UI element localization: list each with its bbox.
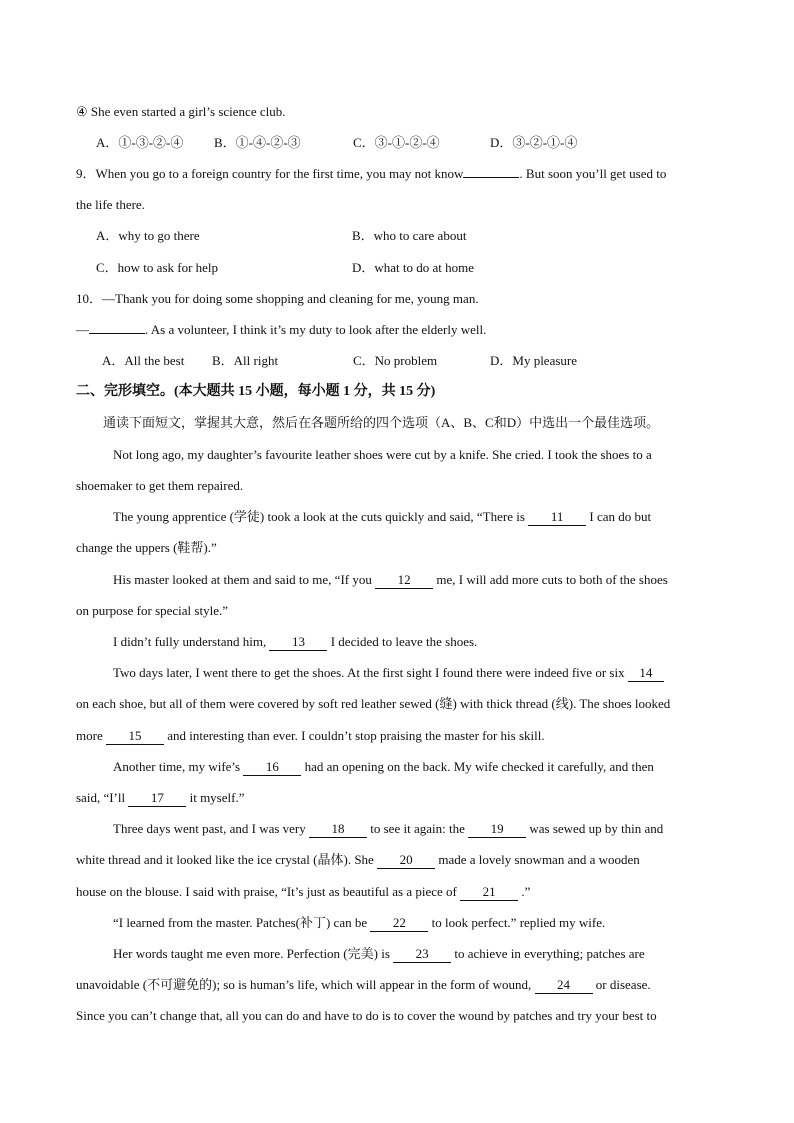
blank-13[interactable]: 13 <box>269 634 327 651</box>
passage-text: Another time, my wife’s <box>113 759 241 774</box>
passage-text: it myself.” <box>189 790 245 805</box>
q8-option-d[interactable]: D．③-②-①-④ <box>490 135 578 150</box>
passage-text: His master looked at them and said to me, “If you <box>113 572 372 587</box>
passage-line: on each shoe, but all of them were covered by soft red leather sewed (缝) with thick thread (线). The shoes looked <box>76 696 671 711</box>
q9-stem-continued: the life there. <box>76 197 145 212</box>
passage-line <box>113 571 668 589</box>
passage-text: I can do but <box>589 509 652 524</box>
passage-text: to see it again: the <box>370 821 465 836</box>
blank-21[interactable]: 21 <box>460 884 518 901</box>
q10-option-c[interactable]: C．No problem <box>353 353 438 368</box>
passage-line <box>113 820 663 838</box>
passage-text: and interesting than ever. I couldn’t stop praising the master for his skill. <box>167 728 545 743</box>
blank-15[interactable]: 15 <box>106 728 164 745</box>
passage-line <box>113 758 654 776</box>
q10-response-text: . As a volunteer, I think it’s my duty to look after the elderly well. <box>145 322 487 337</box>
passage-line <box>113 633 477 651</box>
blank-16[interactable]: 16 <box>243 759 301 776</box>
blank-22[interactable]: 22 <box>370 915 428 932</box>
passage-line <box>76 883 530 901</box>
q9-option-a[interactable]: A．why to go there <box>96 228 200 243</box>
q9-stem-text: 9．When you go to a foreign country for the first time, you may not know <box>76 166 464 181</box>
q10-dash: — <box>76 322 89 337</box>
blank-12[interactable]: 12 <box>375 572 433 589</box>
passage-text: “I learned from the master. Patches(补丁) can be <box>113 915 368 930</box>
blank-24[interactable]: 24 <box>535 977 593 994</box>
passage-text: to look perfect.” replied my wife. <box>431 915 606 930</box>
passage-text: Two days later, I went there to get the shoes. At the first sight I found there were indeed five or six <box>113 665 625 680</box>
q8-option-c[interactable]: C．③-①-②-④ <box>353 135 440 150</box>
q10-stem: 10．—Thank you for doing some shopping and cleaning for me, young man. <box>76 291 479 306</box>
passage-text: Three days went past, and I was very <box>113 821 306 836</box>
passage-text: The young apprentice (学徒) took a look at the cuts quickly and said, “There is <box>113 509 525 524</box>
q10-option-d[interactable]: D．My pleasure <box>490 353 578 368</box>
passage-line <box>76 976 651 994</box>
q9-blank <box>463 177 519 178</box>
passage-text: made a lovely snowman and a wooden <box>438 852 640 867</box>
passage-text: had an opening on the back. My wife checked it carefully, and then <box>304 759 654 774</box>
blank-11[interactable]: 11 <box>528 509 586 526</box>
passage-text: unavoidable (不可避免的); so is human’s life, which will appear in the form of wound, <box>76 977 532 992</box>
q9-option-b[interactable]: B．who to care about <box>352 228 467 243</box>
q8-option-a[interactable]: A．①-③-②-④ <box>96 135 184 150</box>
q9-option-c[interactable]: C．how to ask for help <box>96 260 219 275</box>
q9-option-d[interactable]: D．what to do at home <box>352 260 475 275</box>
passage-text: house on the blouse. I said with praise, “It’s just as beautiful as a piece of <box>76 884 457 899</box>
passage-line <box>113 914 605 932</box>
passage-text: .” <box>521 884 531 899</box>
passage-text: white thread and it looked like the ice crystal (晶体). She <box>76 852 374 867</box>
section-instruction: 通读下面短文，掌握其大意，然后在各题所给的四个选项（A、B、C和D）中选出一个最佳选项。 <box>103 415 660 430</box>
passage-line <box>76 789 244 807</box>
passage-text: I didn’t fully understand him, <box>113 634 267 649</box>
q8-item4: ④ She even started a girl’s science club. <box>76 104 286 119</box>
q10-response <box>76 321 486 339</box>
passage-line <box>113 508 651 526</box>
q10-option-a[interactable]: A．All the best <box>102 353 185 368</box>
blank-18[interactable]: 18 <box>309 821 367 838</box>
passage-text: said, “I’ll <box>76 790 126 805</box>
passage-line: on purpose for special style.” <box>76 603 228 618</box>
passage-text: to achieve in everything; patches are <box>454 946 645 961</box>
passage-text: me, I will add more cuts to both of the shoes <box>436 572 668 587</box>
q9-stem <box>76 165 666 183</box>
blank-14[interactable]: 14 <box>628 665 664 682</box>
blank-20[interactable]: 20 <box>377 852 435 869</box>
passage-text: I decided to leave the shoes. <box>330 634 478 649</box>
blank-19[interactable]: 19 <box>468 821 526 838</box>
passage-line: Since you can’t change that, all you can do and have to do is to cover the wound by patches and try your best to <box>76 1008 657 1023</box>
passage-line <box>76 727 545 745</box>
passage-line: shoemaker to get them repaired. <box>76 478 244 493</box>
q10-option-b[interactable]: B．All right <box>212 353 279 368</box>
passage-line <box>113 664 664 682</box>
passage-text: Her words taught me even more. Perfection (完美) is <box>113 946 390 961</box>
passage-text: or disease. <box>595 977 651 992</box>
passage-line <box>113 945 645 963</box>
passage-line <box>76 851 640 869</box>
passage-text: was sewed up by thin and <box>529 821 664 836</box>
section-heading: 二、完形填空。(本大题共 15 小题，每小题 1 分，共 15 分) <box>76 384 436 399</box>
q10-blank <box>89 333 145 334</box>
passage-text: more <box>76 728 103 743</box>
blank-17[interactable]: 17 <box>128 790 186 807</box>
passage-line: change the uppers (鞋帮).” <box>76 540 217 555</box>
passage-line: Not long ago, my daughter’s favourite leather shoes were cut by a knife. She cried. I took the shoes to a <box>113 447 652 462</box>
q8-option-b[interactable]: B．①-④-②-③ <box>214 135 301 150</box>
blank-23[interactable]: 23 <box>393 946 451 963</box>
q9-stem-text-2: . But soon you’ll get used to <box>519 166 667 181</box>
